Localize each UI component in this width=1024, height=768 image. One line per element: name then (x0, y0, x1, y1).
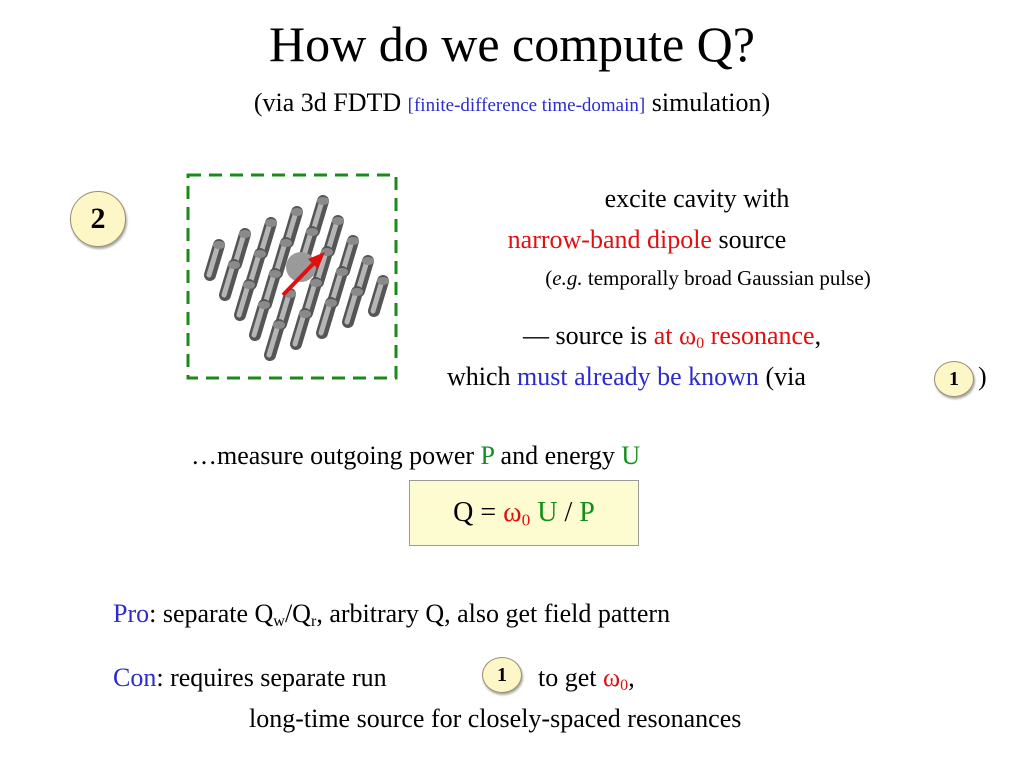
measure-line (191, 440, 640, 472)
omega-subscript: 0 (620, 677, 629, 695)
resonance-line-1 (523, 320, 821, 352)
rod-top (317, 197, 329, 205)
con-line-1 (113, 662, 387, 694)
photonic-crystal-illustration (180, 165, 410, 390)
pro-label: Pro (113, 599, 150, 628)
omega-subscript: 0 (521, 510, 531, 530)
measure-text: …measure outgoing power (191, 441, 481, 470)
rod-top (239, 230, 251, 238)
resonance-line-2 (447, 361, 806, 393)
pro-text-1: : separate Q (149, 599, 274, 628)
subtitle-bracket: [finite-difference time-domain] (407, 95, 646, 116)
rod-top (269, 270, 281, 278)
comma: , (814, 321, 822, 350)
excite-line-1: excite cavity with (604, 184, 790, 213)
pro-text-3: , arbitrary Q, also get field pattern (316, 599, 671, 628)
sub-w: w (273, 613, 285, 631)
formula-power: P (579, 497, 595, 528)
power-symbol: P (480, 441, 495, 470)
con-omega (603, 663, 629, 695)
excite-line-3 (458, 264, 958, 292)
eg-italic: e.g. (552, 266, 583, 290)
rod-top (213, 241, 225, 249)
rod-top (362, 257, 374, 265)
pro-text-2: /Q (284, 599, 311, 628)
rod-top (347, 237, 359, 245)
con-ref-badge-step-1: 1 (482, 657, 522, 693)
rod-top (351, 288, 363, 296)
to-get-text: to get (538, 663, 603, 692)
energy-symbol: U (621, 441, 641, 470)
rod-top (258, 301, 270, 309)
rod-top (299, 310, 311, 318)
ref-badge-step-1: 1 (934, 361, 974, 397)
q-equals: Q = (453, 497, 504, 528)
paren-open: ( (545, 266, 553, 290)
pro-line (113, 598, 670, 630)
formula-energy: U (530, 497, 558, 528)
at-word: at (653, 321, 679, 350)
omega-symbol: ω (678, 321, 697, 350)
rod-top (280, 239, 292, 247)
and-energy-text: and energy (494, 441, 622, 470)
omega-symbol: ω (603, 663, 621, 692)
q-formula-box (409, 480, 639, 546)
rod-top (332, 217, 344, 225)
page-subtitle (0, 86, 1024, 123)
rod-top (254, 250, 266, 258)
subtitle-pre: (via 3d FDTD (253, 88, 402, 117)
comma: , (628, 663, 635, 692)
page-title: How do we compute Q? (269, 16, 755, 72)
rod-top (273, 321, 285, 329)
omega-subscript: 0 (696, 335, 705, 353)
rod-top (228, 261, 240, 269)
con-line-1-end (538, 662, 635, 694)
at-resonance-text (653, 321, 815, 353)
narrow-band-dipole-text: narrow-band dipole (507, 225, 712, 254)
step-badge: 2 (70, 191, 126, 247)
source-is-text: — source is (523, 321, 654, 350)
rod-top (243, 281, 255, 289)
close-paren: ) (978, 362, 987, 391)
rod-top (291, 208, 303, 216)
formula-omega (503, 497, 530, 528)
must-be-known-text: must already be known (517, 362, 759, 391)
rod-top (325, 299, 337, 307)
rod-top (377, 277, 389, 285)
rod-top (306, 228, 318, 236)
rod-top (310, 279, 322, 287)
excite-source-word: source (711, 225, 787, 254)
con-label: Con (113, 663, 157, 692)
subtitle-post: simulation) (651, 88, 771, 117)
rod-top (265, 219, 277, 227)
rod-top (336, 268, 348, 276)
resonance-word: resonance (704, 321, 815, 350)
which-word: which (447, 362, 518, 391)
con-text-1: : requires separate run (156, 663, 387, 692)
excite-line-2 (447, 224, 847, 256)
con-line-2: long-time source for closely-spaced resonances (249, 704, 742, 733)
via-text: (via (758, 362, 806, 391)
sub-r: r (310, 613, 317, 631)
gaussian-pulse-text: temporally broad Gaussian pulse) (582, 266, 871, 290)
omega-symbol: ω (503, 497, 522, 528)
formula-slash: / (557, 497, 580, 528)
